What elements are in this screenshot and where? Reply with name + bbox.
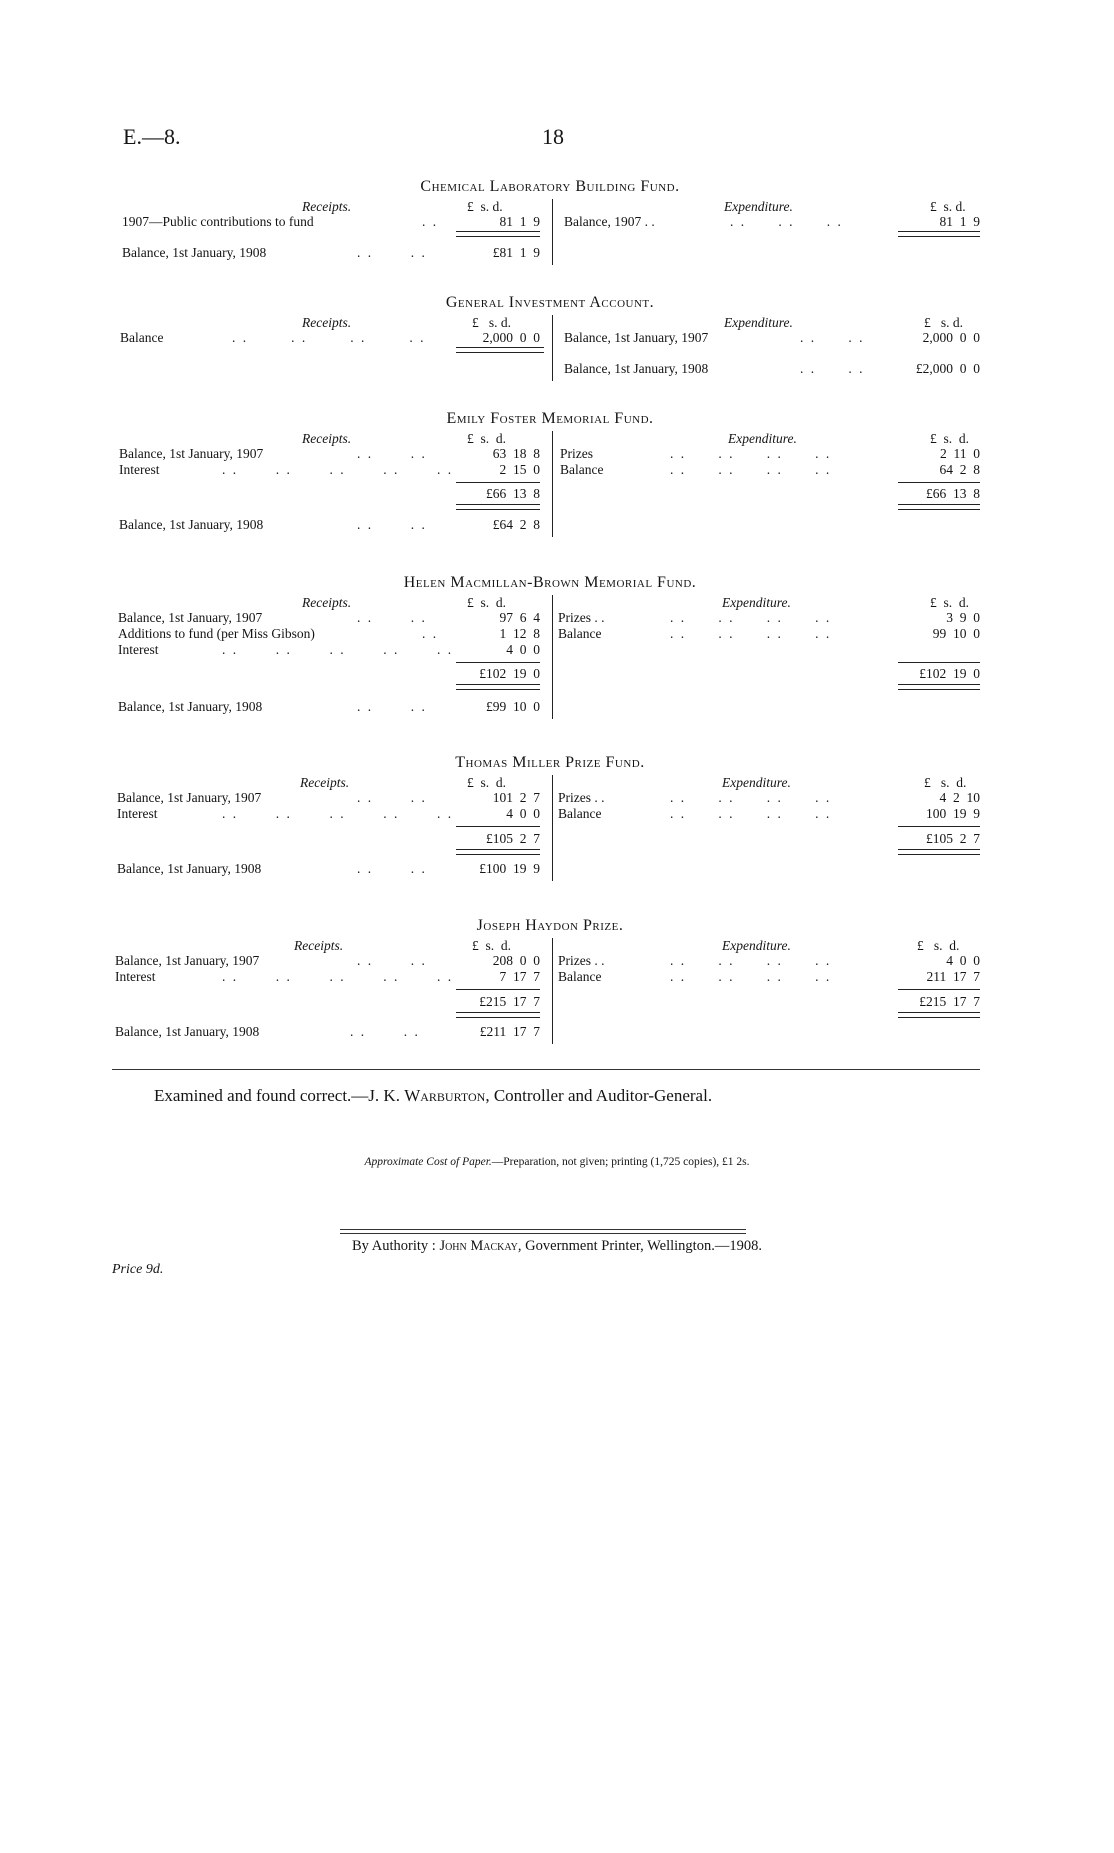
- approximate-cost: Approximate Cost of Paper.—Preparation, not given; printing (1,725 copies), £1 2s.: [364, 1156, 750, 1168]
- carried-amount: £64 2 8: [492, 517, 540, 532]
- receipt-amount: 97 6 4: [499, 610, 540, 625]
- receipt-amount: 1 12 8: [499, 626, 540, 641]
- fund-title: Thomas Miller Prize Fund.: [455, 754, 645, 771]
- fund-helen-macmillan-brown: [112, 571, 988, 745]
- sum-rule: [898, 662, 980, 663]
- leader-dots: . . . . . . . .: [670, 790, 832, 805]
- expenditure-total: £105 2 7: [926, 831, 980, 846]
- carried-label: Balance, 1st January, 1908: [117, 861, 262, 876]
- fund-title: Helen Macmillan-Brown Memorial Fund.: [403, 574, 697, 591]
- double-rule: [898, 849, 980, 855]
- price: Price 9d.: [112, 1262, 164, 1277]
- expenditure-heading: Expenditure.: [722, 595, 791, 610]
- fund-title: Emily Foster Memorial Fund.: [446, 410, 654, 427]
- column-divider: [552, 199, 553, 265]
- receipts-columns: £ s. d.: [467, 199, 503, 214]
- sum-rule: [898, 826, 980, 827]
- expenditure-columns: £ s. d.: [930, 431, 970, 446]
- expenditure-label: Balance: [558, 969, 602, 984]
- receipts-columns: £ s. d.: [467, 595, 507, 610]
- fund-emily-foster: [112, 407, 988, 573]
- double-rule: [898, 684, 980, 690]
- receipt-amount: 63 18 8: [492, 446, 540, 461]
- fund-general-investment: [112, 291, 988, 385]
- expenditure-columns: £ s. d.: [930, 595, 970, 610]
- receipts-heading: Receipts.: [302, 595, 352, 610]
- receipts-columns: £ s. d.: [467, 431, 507, 446]
- leader-dots: . . . .: [357, 245, 427, 260]
- expenditure-heading: Expenditure.: [724, 199, 793, 214]
- leader-dots: . . . . . . . . . .: [222, 806, 454, 821]
- expenditure-amount: 81 1 9: [939, 214, 980, 229]
- printer-name: John Mackay: [439, 1238, 518, 1254]
- expenditure-amount: 3 9 0: [946, 610, 980, 625]
- leader-dots: . . . . . . . .: [670, 446, 832, 461]
- double-rule: [456, 1012, 540, 1018]
- expenditure-total: £102 19 0: [919, 666, 980, 681]
- leader-dots: . . . . . . . . . .: [222, 462, 454, 477]
- expenditure-label: Balance, 1907 . .: [564, 214, 655, 229]
- receipt-label: Balance, 1st January, 1907: [119, 446, 264, 461]
- expenditure-label: Prizes . .: [558, 790, 605, 805]
- expenditure-columns: £ s. d.: [924, 315, 964, 330]
- leader-dots: . . . .: [357, 861, 427, 876]
- fund-title: Chemical Laboratory Building Fund.: [420, 178, 680, 195]
- expenditure-total: £215 17 7: [919, 994, 980, 1009]
- expenditure-amount: 4 0 0: [946, 953, 980, 968]
- carried-label: Balance, 1st January, 1908: [119, 517, 264, 532]
- receipt-amount: 2,000 0 0: [482, 330, 540, 345]
- sum-rule: [456, 482, 540, 483]
- double-rule: [456, 504, 540, 510]
- expenditure-total: £66 13 8: [926, 486, 980, 501]
- leader-dots: . . . . . . . .: [670, 806, 832, 821]
- carried-label: Balance, 1st January, 1908: [564, 361, 709, 376]
- receipt-label: Interest: [119, 462, 160, 477]
- receipt-label: Balance: [120, 330, 164, 345]
- leader-dots: . . . .: [357, 953, 427, 968]
- receipts-total: £66 13 8: [486, 486, 540, 501]
- fund-thomas-miller: [112, 751, 988, 909]
- carried-amount: £2,000 0 0: [915, 361, 980, 376]
- sum-rule: [456, 662, 540, 663]
- leader-dots: . . . . . . . . . .: [222, 642, 454, 657]
- leader-dots: . . . .: [800, 361, 865, 376]
- receipts-total: £102 19 0: [479, 666, 540, 681]
- leader-dots: . . . .: [357, 517, 427, 532]
- receipt-label: Interest: [117, 806, 158, 821]
- expenditure-label: Prizes: [560, 446, 593, 461]
- carried-label: Balance, 1st January, 1908: [115, 1024, 260, 1039]
- leader-dots: . . . . . . . .: [232, 330, 426, 345]
- receipt-amount: 4 0 0: [506, 806, 540, 821]
- leader-dots: . . . .: [357, 699, 427, 714]
- sum-rule: [456, 826, 540, 827]
- leader-dots: . . . . . . . . . .: [222, 969, 454, 984]
- double-rule: [898, 1012, 980, 1018]
- expenditure-heading: Expenditure.: [722, 775, 791, 790]
- double-rule: [456, 347, 544, 353]
- double-rule: [898, 231, 980, 237]
- expenditure-amount: 211 17 7: [926, 969, 980, 984]
- carried-amount: £100 19 9: [479, 861, 540, 876]
- column-divider: [552, 775, 553, 881]
- receipt-amount: 81 1 9: [499, 214, 540, 229]
- carried-amount: £99 10 0: [486, 699, 540, 714]
- sum-rule: [456, 989, 540, 990]
- receipts-heading: Receipts.: [302, 199, 352, 214]
- receipts-heading: Receipts.: [300, 775, 350, 790]
- leader-dots: . . . .: [350, 1024, 420, 1039]
- receipts-total: £81 1 9: [492, 245, 540, 260]
- column-divider: [552, 431, 553, 537]
- receipt-label: Balance, 1st January, 1907: [118, 610, 263, 625]
- fund-chemical-laboratory: [112, 175, 988, 269]
- receipts-columns: £ s. d.: [467, 775, 507, 790]
- leader-dots: . .: [422, 626, 439, 641]
- leader-dots: . .: [422, 214, 439, 229]
- receipts-heading: Receipts.: [302, 315, 352, 330]
- fund-title: General Investment Account.: [445, 294, 655, 311]
- expenditure-amount: 100 19 9: [926, 806, 980, 821]
- double-rule: [456, 684, 540, 690]
- expenditure-columns: £ s. d.: [924, 775, 967, 790]
- leader-dots: . . . .: [357, 790, 427, 805]
- column-divider: [552, 595, 553, 719]
- receipt-label: Interest: [118, 642, 159, 657]
- column-divider: [552, 315, 553, 381]
- leader-dots: . . . .: [357, 446, 427, 461]
- receipt-amount: 208 0 0: [492, 953, 540, 968]
- receipt-label: Interest: [115, 969, 156, 984]
- authority-rule: [340, 1233, 746, 1234]
- expenditure-label: Balance: [558, 806, 602, 821]
- authority-rule: [340, 1229, 746, 1230]
- expenditure-heading: Expenditure.: [722, 938, 791, 953]
- receipts-total: £215 17 7: [479, 994, 540, 1009]
- expenditure-heading: Expenditure.: [724, 315, 793, 330]
- report-code: E.—8.: [123, 124, 181, 149]
- sum-rule: [898, 482, 980, 483]
- receipt-label: Balance, 1st January, 1907: [117, 790, 262, 805]
- receipt-label: 1907—Public contributions to fund: [122, 214, 314, 229]
- expenditure-amount: 99 10 0: [932, 626, 980, 641]
- receipts-columns: £ s. d.: [472, 938, 512, 953]
- leader-dots: . . . . . . . .: [670, 462, 832, 477]
- carried-amount: £211 17 7: [479, 1024, 540, 1039]
- carried-label: Balance, 1st January, 1908: [122, 245, 267, 260]
- audit-statement: Examined and found correct.—J. K. Warburton, Controller and Auditor-General.: [154, 1086, 713, 1105]
- leader-dots: . . . . . . . .: [670, 626, 832, 641]
- receipts-columns: £ s. d.: [472, 315, 512, 330]
- closing-rule: [112, 1069, 980, 1070]
- receipt-label: Balance, 1st January, 1907: [115, 953, 260, 968]
- leader-dots: . . . . . . . .: [670, 610, 832, 625]
- leader-dots: . . . .: [800, 330, 865, 345]
- expenditure-columns: £ s. d.: [917, 938, 960, 953]
- carried-label: Balance, 1st January, 1908: [118, 699, 263, 714]
- auditor-name: Warburton: [404, 1086, 486, 1105]
- leader-dots: . . . . . . . .: [670, 953, 832, 968]
- page-number: 18: [542, 124, 564, 149]
- receipts-heading: Receipts.: [294, 938, 344, 953]
- sum-rule: [898, 989, 980, 990]
- receipt-amount: 2 15 0: [499, 462, 540, 477]
- expenditure-label: Balance, 1st January, 1907: [564, 330, 709, 345]
- leader-dots: . . . . . . . .: [670, 969, 832, 984]
- double-rule: [456, 849, 540, 855]
- column-divider: [552, 938, 553, 1044]
- receipts-total: £105 2 7: [486, 831, 540, 846]
- expenditure-amount: 64 2 8: [939, 462, 980, 477]
- double-rule: [456, 231, 540, 237]
- expenditure-label: Prizes . .: [558, 610, 605, 625]
- receipt-label: Additions to fund (per Miss Gibson): [118, 626, 315, 641]
- expenditure-heading: Expenditure.: [728, 431, 797, 446]
- fund-joseph-haydon: [112, 914, 988, 1072]
- double-rule: [898, 504, 980, 510]
- leader-dots: . . . .: [357, 610, 427, 625]
- leader-dots: . . . . . .: [730, 214, 843, 229]
- receipt-amount: 4 0 0: [506, 642, 540, 657]
- expenditure-label: Balance: [560, 462, 604, 477]
- expenditure-amount: 2 11 0: [940, 446, 980, 461]
- receipts-heading: Receipts.: [302, 431, 352, 446]
- printer-authority: By Authority : John Mackay, Government Printer, Wellington.—1908.: [352, 1238, 762, 1254]
- receipt-amount: 101 2 7: [492, 790, 540, 805]
- expenditure-amount: 2,000 0 0: [922, 330, 980, 345]
- expenditure-label: Balance: [558, 626, 602, 641]
- expenditure-amount: 4 2 10: [939, 790, 980, 805]
- expenditure-columns: £ s. d.: [930, 199, 966, 214]
- expenditure-label: Prizes . .: [558, 953, 605, 968]
- receipt-amount: 7 17 7: [499, 969, 540, 984]
- fund-title: Joseph Haydon Prize.: [476, 917, 624, 934]
